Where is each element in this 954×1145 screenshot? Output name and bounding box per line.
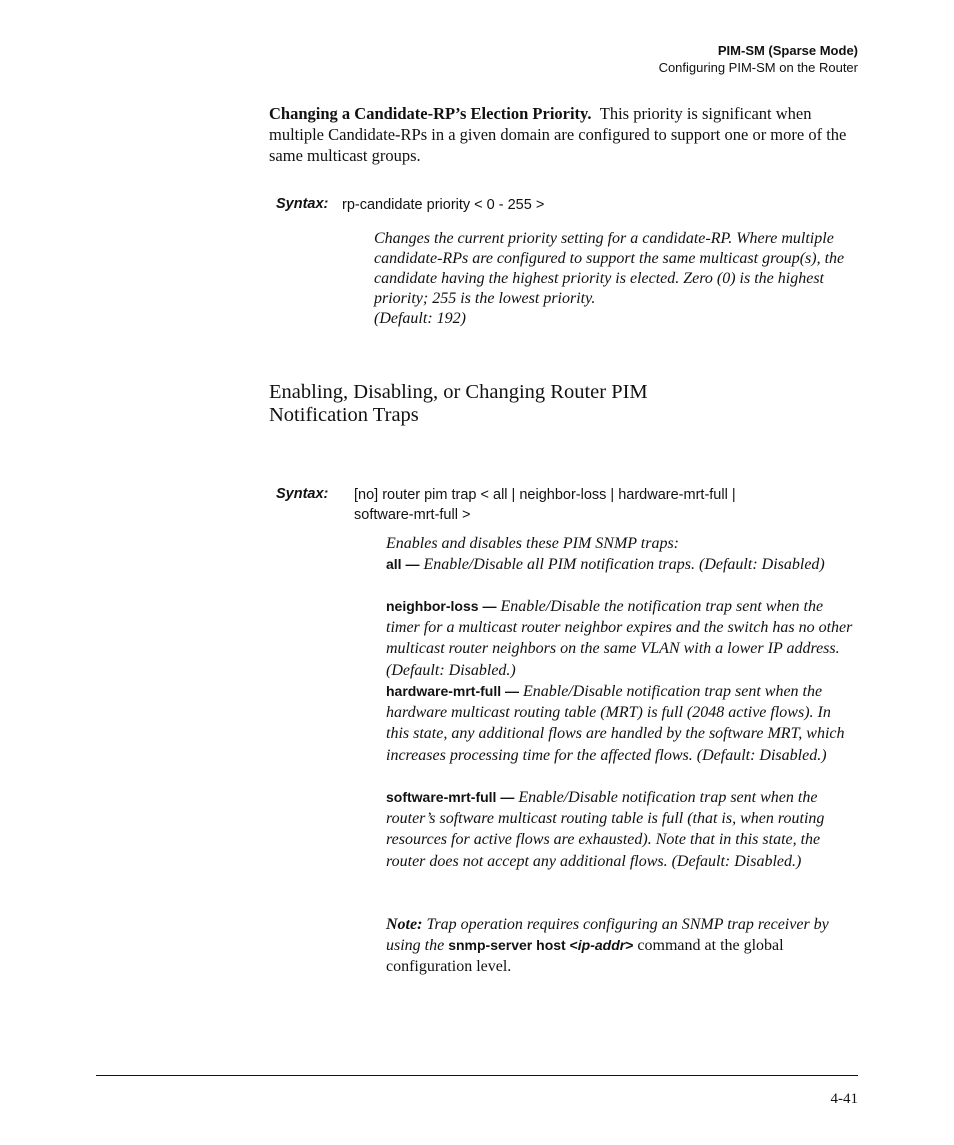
note-param: ip-addr — [577, 937, 626, 954]
note-label: Note: — [386, 916, 423, 933]
running-header-chapter: PIM-SM (Sparse Mode) — [717, 43, 858, 58]
intro-text: This priority is significant when multiple Candidate-RPs in a given domain are configured to support one or more of the same multicast groups. — [269, 104, 847, 165]
traps-intro: Enables and disables these PIM SNMP traps: — [386, 535, 680, 552]
option-text: Enable/Disable notification trap sent when the router’s software multicast routing table is full (that is, when routing resources for active flows are exhausted). Note that in this state, the router does not accept any additional flows. (Default: Disabled.) — [386, 789, 825, 870]
option-text: Enable/Disable the notification trap sent when the timer for a multicast router neighbor expires and the switch has no other multicast router neighbors on the same VLAN with a lower IP address. (Default: Disabled.) — [386, 598, 853, 679]
option-keyword: hardware-mrt-full — — [386, 683, 520, 699]
intro-paragraph — [269, 103, 861, 166]
note-text-1: Trap operation requires configuring an SNMP trap receiver by using the — [386, 916, 829, 955]
note-text-2: command at the global configuration level. — [386, 937, 784, 976]
option-text: Enable/Disable all PIM notification traps. (Default: Disabled) — [423, 556, 825, 573]
syntax-command-2 — [354, 485, 736, 525]
syntax-command-1: rp-candidate priority < 0 - 255 > — [342, 197, 545, 213]
note-command-end: > — [625, 937, 634, 954]
syntax-label-2: Syntax: — [276, 486, 329, 502]
option-software-mrt-full — [386, 787, 856, 872]
page-number: 4-41 — [830, 1091, 858, 1107]
priority-default: (Default: 192) — [374, 310, 466, 327]
option-all — [386, 554, 856, 575]
section-heading: Enabling, Disabling, or Changing Router PIM Notification Traps — [269, 381, 648, 426]
footer-rule — [96, 1075, 858, 1076]
syntax-command-2-line1: [no] router pim trap < all | neighbor-loss | hardware-mrt-full | — [354, 487, 736, 503]
option-keyword: all — — [386, 556, 420, 572]
priority-description: Changes the current priority setting for a candidate-RP. Where multiple candidate-RPs are configured to support the same multicast group(s), the candidate having the highest priority is elected. Zero (0) is the highest priority; 255 is the lowest priority. — [374, 230, 845, 307]
syntax-description-1 — [374, 229, 858, 329]
option-neighbor-loss — [386, 596, 856, 681]
option-keyword: neighbor-loss — — [386, 598, 497, 614]
option-hardware-mrt-full — [386, 681, 856, 766]
syntax-command-2-line2: software-mrt-full > — [354, 507, 471, 523]
running-header-section: Configuring PIM-SM on the Router — [658, 60, 858, 75]
syntax-label-1: Syntax: — [276, 196, 329, 212]
option-keyword: software-mrt-full — — [386, 789, 515, 805]
option-text: Enable/Disable notification trap sent when the hardware multicast routing table (MRT) is full (2048 active flows). In this state, any additional flows are handled by the software MRT, which increases processing time for the affected flows. (Default: Disabled.) — [386, 683, 845, 764]
note-paragraph — [386, 914, 856, 978]
note-command: snmp-server host < — [448, 937, 578, 954]
intro-heading: Changing a Candidate-RP’s Election Priority. — [269, 104, 592, 123]
